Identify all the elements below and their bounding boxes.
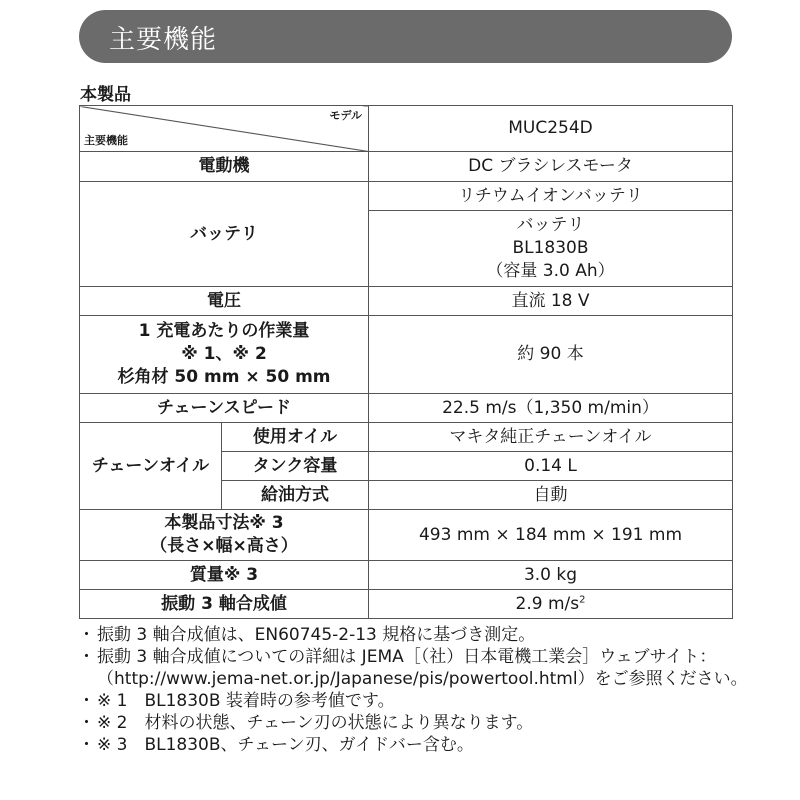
bullet: ・	[78, 647, 95, 667]
vibration-unit-superscript: 2	[579, 593, 586, 605]
vibration-number: 2.9 m/s	[515, 593, 580, 614]
table-row	[80, 182, 733, 211]
note-text: 振動 3 軸合成値は、EN60745-2-13 規格に基づき測定。	[97, 625, 536, 645]
note-text: 振動 3 軸合成値についての詳細は JEMA［（社）日本電機工業会］ウェブサイト：（http://www.jema-net.or.jp/Japanese/pis/powertool.html）をご参照ください。	[97, 647, 748, 689]
work-label-line: 杉角材 50 mm × 50 mm	[117, 367, 331, 387]
voltage-value: 直流 18 V	[369, 287, 733, 316]
oil-feed-label: 給油方式	[222, 481, 369, 510]
list-item	[76, 690, 756, 712]
table-row	[80, 394, 733, 423]
list-item	[76, 712, 756, 734]
battery-model-line: BL1830B	[512, 238, 589, 258]
list-item	[76, 646, 756, 690]
table-row	[80, 152, 733, 182]
tank-capacity-value: 0.14 L	[369, 452, 733, 481]
vibration-label: 振動 3 軸合成値	[80, 590, 369, 619]
oil-type-label: 使用オイル	[222, 423, 369, 452]
bullet: ・	[78, 713, 95, 733]
motor-label: 電動機	[80, 152, 369, 182]
bullet: ・	[78, 625, 95, 645]
list-item	[76, 734, 756, 756]
table-row	[80, 287, 733, 316]
note-text: ※ 3 BL1830B、チェーン刃、ガイドバー含む。	[97, 735, 474, 755]
note-text: ※ 2 材料の状態、チェーン刃の状態により異なります。	[97, 713, 534, 733]
dimensions-label-line: （長さ×幅×高さ）	[150, 536, 298, 556]
work-label-line: ※ 1、※ 2	[181, 344, 267, 364]
vibration-value	[369, 590, 733, 619]
oil-feed-value: 自動	[369, 481, 733, 510]
work-label	[80, 316, 369, 394]
spec-table	[79, 105, 733, 619]
table-row	[80, 106, 733, 152]
model-value: MUC254D	[369, 106, 733, 152]
work-value: 約 90 本	[369, 316, 733, 394]
tank-capacity-label: タンク容量	[222, 452, 369, 481]
table-row	[80, 510, 733, 561]
bullet: ・	[78, 691, 95, 711]
mass-label: 質量※ 3	[80, 561, 369, 590]
battery-model-line: バッテリ	[516, 215, 585, 235]
dimensions-label-line: 本製品寸法※ 3	[164, 513, 284, 533]
oil-type-value: マキタ純正チェーンオイル	[369, 423, 733, 452]
chain-oil-label: チェーンオイル	[80, 423, 222, 510]
work-label-line: 1 充電あたりの作業量	[138, 321, 310, 341]
battery-capacity-line: （容量 3.0 Ah）	[486, 261, 615, 281]
corner-model-label: モデル	[329, 109, 362, 122]
list-item	[76, 624, 756, 646]
battery-type-value: リチウムイオンバッテリ	[369, 182, 733, 211]
motor-value: DC ブラシレスモータ	[369, 152, 733, 182]
dimensions-label	[80, 510, 369, 561]
chain-speed-value: 22.5 m/s（1,350 m/min）	[369, 394, 733, 423]
note-text: ※ 1 BL1830B 装着時の参考値です。	[97, 691, 395, 711]
battery-model-value	[369, 211, 733, 287]
table-row	[80, 423, 733, 452]
notes-list	[76, 624, 756, 756]
section-banner	[79, 10, 732, 63]
battery-label: バッテリ	[80, 182, 369, 287]
mass-value: 3.0 kg	[369, 561, 733, 590]
table-row	[80, 590, 733, 619]
chain-speed-label: チェーンスピード	[80, 394, 369, 423]
voltage-label: 電圧	[80, 287, 369, 316]
dimensions-value: 493 mm × 184 mm × 191 mm	[369, 510, 733, 561]
table-row	[80, 561, 733, 590]
corner-feature-label: 主要機能	[84, 134, 128, 147]
bullet: ・	[78, 735, 95, 755]
section-label: 本製品	[80, 85, 131, 105]
page-title: 主要機能	[109, 25, 218, 55]
table-row	[80, 316, 733, 394]
header-corner-cell	[80, 106, 369, 152]
